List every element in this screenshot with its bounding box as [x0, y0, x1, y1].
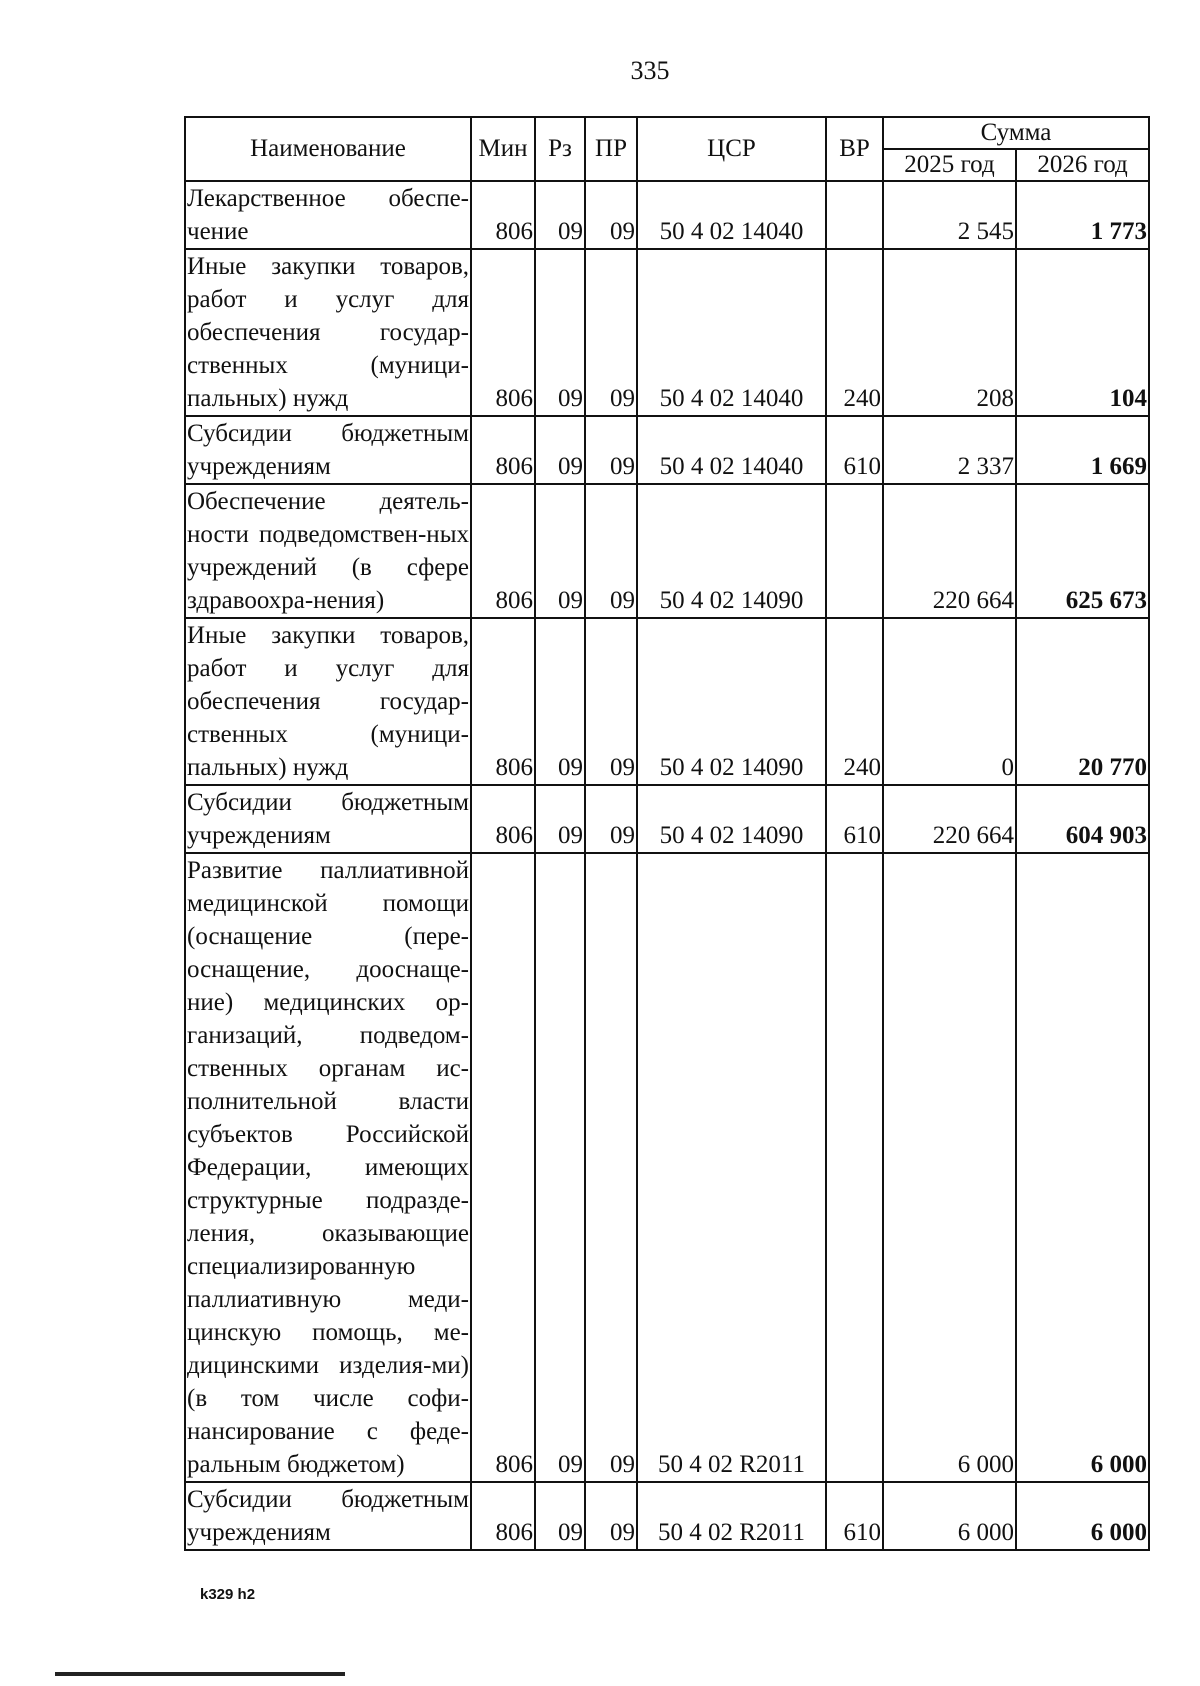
page-number: 335	[630, 56, 670, 85]
row-name: Иные закупки товаров, работ и услуг для обеспечения государ-ственных (муници-пальных) нужд	[185, 618, 471, 785]
row-min: 806	[471, 618, 535, 785]
row-pr: 09	[585, 853, 637, 1482]
row-name: Лекарственное обеспе-чение	[185, 181, 471, 249]
row-pr: 09	[585, 618, 637, 785]
row-2026: 6 000	[1016, 853, 1149, 1482]
row-2026: 6 000	[1016, 1482, 1149, 1550]
row-rz: 09	[535, 785, 585, 853]
row-min: 806	[471, 1482, 535, 1550]
row-csr: 50 4 02 R2011	[637, 1482, 826, 1550]
row-2026: 1 669	[1016, 416, 1149, 484]
row-min: 806	[471, 484, 535, 618]
row-vr: 610	[826, 1482, 883, 1550]
row-rz: 09	[535, 853, 585, 1482]
row-min: 806	[471, 853, 535, 1482]
row-2025: 6 000	[883, 853, 1016, 1482]
row-name: Развитие паллиативной медицинской помощи (оснащение (пере-оснащение, дооснаще-ние) медицинских ор-ганизаций, подведом-ственных органам ис-полнительной власти субъектов Российской Федерации, имеющих структурные подразде-ления, оказывающие специализированную паллиативную меди-цинскую помощь, ме-дицинскими изделия-ми) (в том числе софи-нансирование с феде-ральным бюджетом)	[185, 853, 471, 1482]
header-sum: Сумма	[883, 117, 1149, 149]
row-csr: 50 4 02 14090	[637, 618, 826, 785]
row-vr	[826, 853, 883, 1482]
row-pr: 09	[585, 249, 637, 416]
header-csr: ЦСР	[637, 117, 826, 181]
row-pr: 09	[585, 181, 637, 249]
row-min: 806	[471, 785, 535, 853]
row-2025: 2 337	[883, 416, 1016, 484]
row-2025: 220 664	[883, 484, 1016, 618]
header-min: Мин	[471, 117, 535, 181]
row-2025: 208	[883, 249, 1016, 416]
header-name: Наименование	[185, 117, 471, 181]
row-2026: 1 773	[1016, 181, 1149, 249]
row-rz: 09	[535, 618, 585, 785]
row-csr: 50 4 02 14040	[637, 249, 826, 416]
row-csr: 50 4 02 14090	[637, 785, 826, 853]
table-row	[185, 785, 1149, 853]
table-row	[185, 416, 1149, 484]
row-min: 806	[471, 249, 535, 416]
header-2025: 2025 год	[883, 149, 1016, 181]
row-vr	[826, 484, 883, 618]
bottom-rule	[55, 1672, 345, 1676]
table-row	[185, 249, 1149, 416]
row-2025: 220 664	[883, 785, 1016, 853]
table-row	[185, 853, 1149, 1482]
row-2025: 0	[883, 618, 1016, 785]
row-csr: 50 4 02 14090	[637, 484, 826, 618]
row-rz: 09	[535, 249, 585, 416]
row-vr: 610	[826, 416, 883, 484]
row-pr: 09	[585, 484, 637, 618]
row-2025: 6 000	[883, 1482, 1016, 1550]
row-name: Субсидии бюджетным учреждениям	[185, 785, 471, 853]
header-2026: 2026 год	[1016, 149, 1149, 181]
row-vr	[826, 181, 883, 249]
row-rz: 09	[535, 416, 585, 484]
row-name: Иные закупки товаров, работ и услуг для обеспечения государ-ственных (муници-пальных) нужд	[185, 249, 471, 416]
header-vr: ВР	[826, 117, 883, 181]
table-row	[185, 618, 1149, 785]
row-2026: 604 903	[1016, 785, 1149, 853]
row-name: Субсидии бюджетным учреждениям	[185, 1482, 471, 1550]
row-name: Обеспечение деятель-ности подведомствен-ных учреждений (в сфере здравоохра-нения)	[185, 484, 471, 618]
row-vr: 240	[826, 618, 883, 785]
row-2026: 20 770	[1016, 618, 1149, 785]
table-row	[185, 484, 1149, 618]
row-min: 806	[471, 416, 535, 484]
row-csr: 50 4 02 14040	[637, 181, 826, 249]
header-row	[185, 117, 1149, 149]
budget-table	[184, 116, 1150, 1551]
row-rz: 09	[535, 181, 585, 249]
row-min: 806	[471, 181, 535, 249]
row-rz: 09	[535, 484, 585, 618]
row-name: Субсидии бюджетным учреждениям	[185, 416, 471, 484]
row-2026: 104	[1016, 249, 1149, 416]
row-pr: 09	[585, 785, 637, 853]
row-csr: 50 4 02 14040	[637, 416, 826, 484]
row-pr: 09	[585, 416, 637, 484]
row-csr: 50 4 02 R2011	[637, 853, 826, 1482]
row-2026: 625 673	[1016, 484, 1149, 618]
row-vr: 240	[826, 249, 883, 416]
header-rz: Рз	[535, 117, 585, 181]
table-row	[185, 1482, 1149, 1550]
row-pr: 09	[585, 1482, 637, 1550]
footer-code: k329 h2	[200, 1586, 256, 1603]
row-2025: 2 545	[883, 181, 1016, 249]
header-pr: ПР	[585, 117, 637, 181]
table-row	[185, 181, 1149, 249]
row-vr: 610	[826, 785, 883, 853]
row-rz: 09	[535, 1482, 585, 1550]
